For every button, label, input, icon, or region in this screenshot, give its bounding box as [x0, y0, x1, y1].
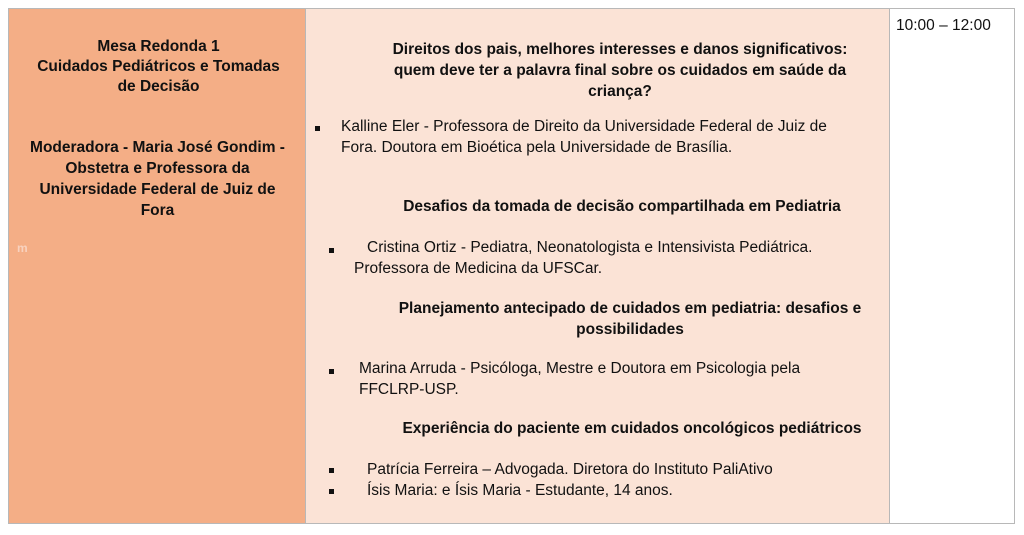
- talks-cell: [306, 9, 890, 523]
- talk-title-line: Desafios da tomada de decisão compartilhada em Pediatria: [403, 198, 841, 215]
- speaker: [359, 358, 800, 400]
- speaker-line: Marina Arruda - Psicóloga, Mestre e Doutora em Psicologia pela: [359, 360, 801, 377]
- talk-title-line: Planejamento antecipado de cuidados em pediatria: desafios e: [398, 300, 862, 317]
- speaker-line: FFCLRP-USP.: [359, 381, 459, 398]
- speaker: [341, 116, 827, 158]
- talk-title: [352, 419, 912, 439]
- talk-title: [340, 39, 900, 102]
- talk-title-line: Experiência do paciente em cuidados oncológicos pediátricos: [402, 420, 862, 437]
- speaker: [367, 480, 673, 501]
- bullet-icon: [315, 126, 320, 131]
- talk-title-line: Direitos dos pais, melhores interesses e danos significativos:: [392, 41, 848, 58]
- moderator-line: Obstetra e Professora da: [65, 160, 250, 177]
- session-title-line: Mesa Redonda 1: [97, 38, 220, 55]
- time-slot: 10:00 – 12:00: [896, 17, 991, 34]
- speaker-line: Professora de Medicina da UFSCar.: [354, 260, 603, 277]
- talk-title-line: criança?: [588, 83, 652, 100]
- time-cell: [890, 9, 1014, 523]
- faint-mark: m: [17, 241, 28, 255]
- speaker-line: Ísis Maria: e Ísis Maria - Estudante, 14 anos.: [367, 482, 673, 499]
- speaker-line: Patrícia Ferreira – Advogada. Diretora do Instituto PaliAtivo: [367, 461, 773, 478]
- bullet-icon: [329, 369, 334, 374]
- moderator: [11, 137, 304, 221]
- moderator-line: Moderadora - Maria José Gondim -: [30, 139, 285, 156]
- speaker-line: Cristina Ortiz - Pediatra, Neonatologista e Intensivista Pediátrica.: [367, 239, 813, 256]
- talk-title-line: possibilidades: [576, 321, 684, 338]
- bullet-icon: [329, 489, 334, 494]
- bullet-icon: [329, 468, 334, 473]
- moderator-line: Fora: [140, 202, 175, 219]
- session-title: [15, 37, 302, 97]
- talk-title-line: quem deve ter a palavra final sobre os cuidados em saúde da: [393, 62, 847, 79]
- talk-title: [362, 298, 898, 340]
- schedule-table: [8, 8, 1015, 524]
- session-title-line: Cuidados Pediátricos e Tomadas: [37, 58, 280, 75]
- bullet-icon: [329, 248, 334, 253]
- session-title-line: de Decisão: [117, 78, 200, 95]
- speaker-line: Fora. Doutora em Bioética pela Universidade de Brasília.: [341, 139, 733, 156]
- moderator-line: Universidade Federal de Juiz de: [39, 181, 276, 198]
- speaker: [367, 459, 773, 480]
- speaker-line: Kalline Eler - Professora de Direito da Universidade Federal de Juiz de: [341, 118, 827, 135]
- session-cell: [9, 9, 306, 523]
- speaker: [354, 237, 812, 279]
- talk-title: [362, 197, 882, 217]
